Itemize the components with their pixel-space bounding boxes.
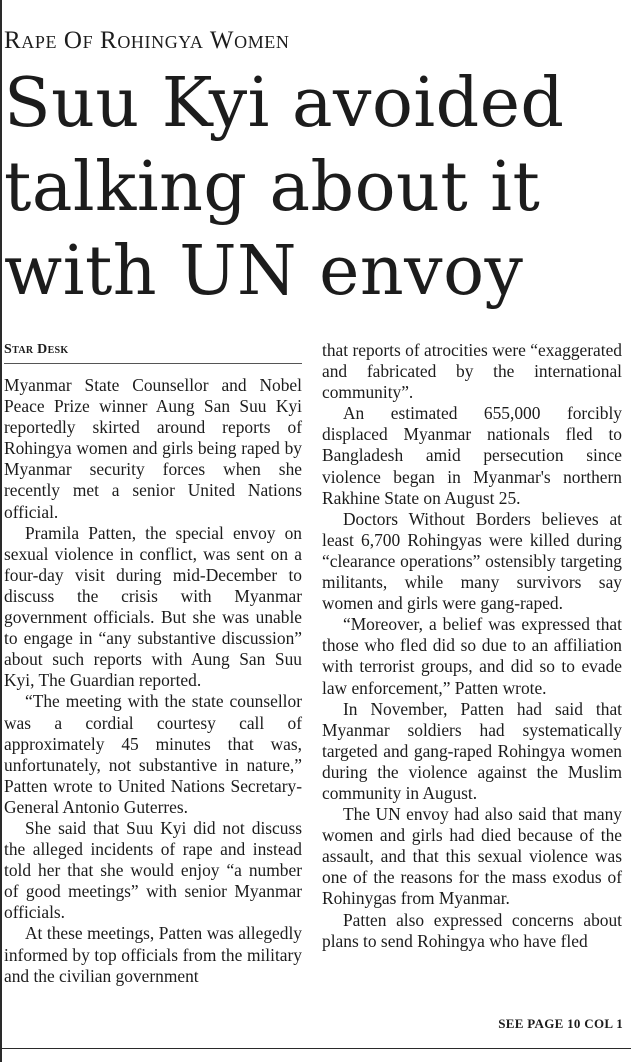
paragraph: that reports of atrocities were “exaggerated and fabricated by the international community”.: [322, 340, 622, 403]
article-column-1: [4, 375, 302, 987]
article-column-2: [322, 340, 622, 952]
paragraph: In November, Patten had said that Myanmar soldiers had systematically targeted and gang-raped Rohingya women during the violence against the Muslim community in August.: [322, 698, 622, 803]
continued-jump-line: SEE PAGE 10 COL 1: [498, 1016, 623, 1031]
byline: Star Desk: [4, 341, 302, 364]
paragraph: The UN envoy had also said that many women and girls had died because of the assault, and that this sexual violence was one of the reasons for the mass exodus of Rohinygas from Myanmar.: [322, 804, 622, 909]
paragraph: Doctors Without Borders believes at least 6,700 Rohingyas were killed during “clearance operations” ostensibly targeting militants, while many survivors say women and girls were gang-raped.: [322, 508, 622, 614]
page-bottom-rule: [0, 1048, 631, 1049]
paragraph: Patten also expressed concerns about plans to send Rohingya who have fled: [322, 909, 622, 951]
paragraph: “The meeting with the state counsellor was a cordial courtesy call of approximately 45 minutes that was, unfortunately, not substantive in nature,” Patten wrote to United Nations Secretary-General Antonio Guterres.: [4, 691, 302, 817]
page-left-rule: [0, 0, 2, 1062]
paragraph: Myanmar State Counsellor and Nobel Peace Prize winner Aung San Suu Kyi reportedly skirted around reports of Rohingya women and girls being raped by Myanmar security forces when she recently met a senior United Nations official.: [4, 375, 302, 522]
section-kicker: Rape Of Rohingya Women: [4, 27, 290, 54]
paragraph: She said that Suu Kyi did not discuss the alleged incidents of rape and instead told her that she would enjoy “a number of good meetings” with senior Myanmar officials.: [4, 817, 302, 923]
headline: Suu Kyi avoided talking about it with UN envoy: [4, 64, 565, 311]
paragraph: Pramila Patten, the special envoy on sexual violence in conflict, was sent on a four-day visit during mid-December to discuss the crisis with Myanmar government officials. But she was unable to engage in “any substantive discussion” about such reports with Aung San Suu Kyi, The Guardian reported.: [4, 522, 302, 691]
paragraph: An estimated 655,000 forcibly displaced Myanmar nationals fled to Bangladesh amid persecution since violence began in Myanmar's northern Rakhine State on August 25.: [322, 403, 622, 508]
paragraph: At these meetings, Patten was allegedly informed by top officials from the military and the civilian government: [4, 923, 302, 986]
paragraph: “Moreover, a belief was expressed that those who fled did so due to an affiliation with terrorist groups, and did so to evade law enforcement,” Patten wrote.: [322, 614, 622, 698]
